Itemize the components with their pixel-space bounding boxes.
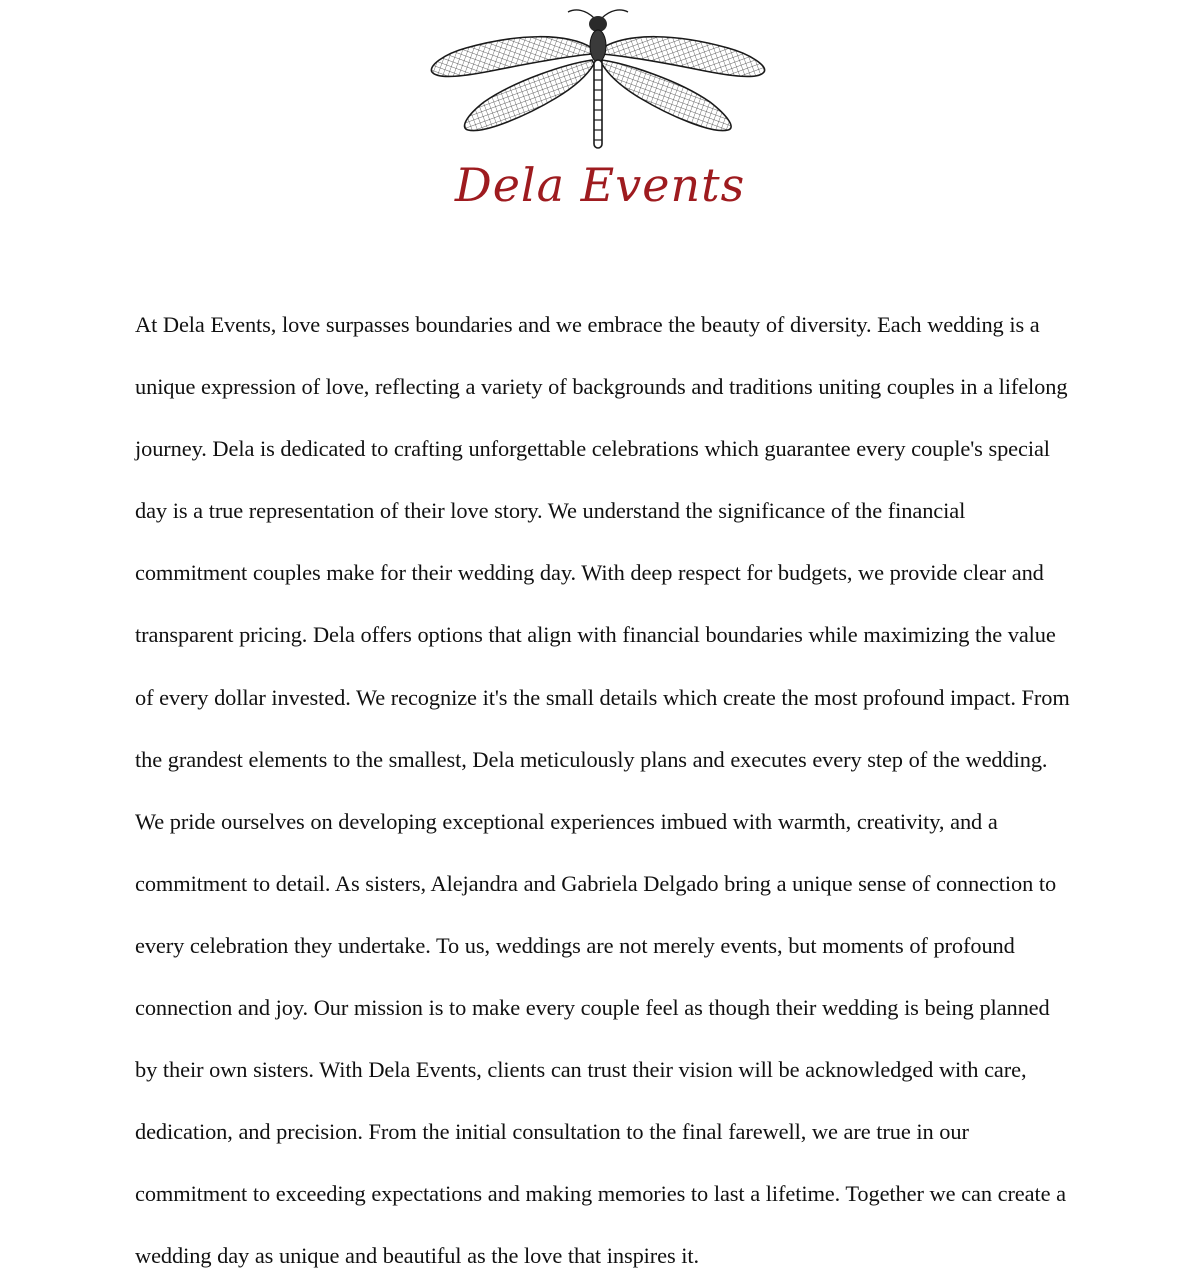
brand-logo (0, 0, 1200, 240)
dragonfly-icon (426, 4, 770, 152)
brand-name: Dela Events (454, 158, 746, 212)
about-paragraph: At Dela Events, love surpasses boundaries and we embrace the beauty of diversity. Each wedding is a unique expression of love, reflecting a variety of backgrounds and traditions uniting couples in a lifelong journey. Dela is dedicated to crafting unforgettable celebrations which guarantee every couple's special day is a true representation of their love story. We understand the significance of the financial commitment couples make for their wedding day. With deep respect for budgets, we provide clear and transparent pricing. Dela offers options that align with financial boundaries while maximizing the value of every dollar invested. We recognize it's the small details which create the most profound impact. From the grandest elements to the smallest, Dela meticulously plans and executes every step of the wedding. We pride ourselves on developing exceptional experiences imbued with warmth, creativity, and a commitment to detail. As sisters, Alejandra and Gabriela Delgado bring a unique sense of connection to every celebration they undertake. To us, weddings are not merely events, but moments of profound connection and joy. Our mission is to make every couple feel as though their wedding is being planned by their own sisters. With Dela Events, clients can trust their vision will be acknowledged with care, dedication, and precision. From the initial consultation to the final farewell, we are true in our commitment to exceeding expectations and making memories to last a lifetime. Together we can create a wedding day as unique and beautiful as the love that inspires it. (135, 312, 1070, 1269)
